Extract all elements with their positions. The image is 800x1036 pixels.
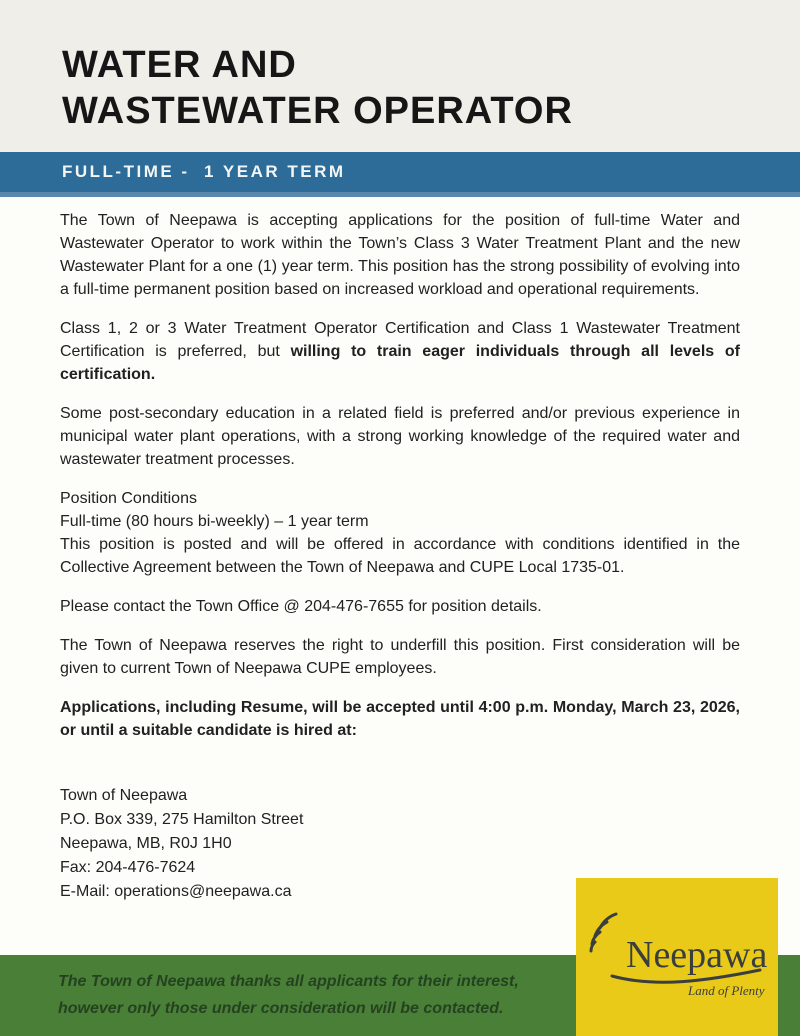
conditions-hours: Full-time (80 hours bi-weekly) – 1 year term [60, 513, 369, 530]
logo-crescent-icon [599, 931, 622, 975]
intro-paragraph: The Town of Neepawa is accepting applications for the position of full-time Water and Wastewater Operator to work within the Town’s Class 3 Water Treatment Plant and the new Wastewater Plant for a one (1) year term. This position has the strong possibility of evolving into a full-time permanent position based on increased workload and operational requirements. [60, 212, 740, 298]
address-city-line: Neepawa, MB, R0J 1H0 [60, 835, 232, 852]
footer-note-line1: The Town of Neepawa thanks all applicants for their interest, [58, 973, 519, 990]
certification-text: Class 1, 2 or 3 Water Treatment Operator Certification and Class 1 Wastewater Treatment Certification is preferred, but [60, 320, 740, 360]
certification-paragraph [60, 317, 740, 386]
page-title-line1: WATER AND [62, 44, 297, 86]
address-org-line: Town of Neepawa [60, 787, 188, 804]
address-fax-line: Fax: 204-476-7624 [60, 859, 196, 876]
logo-wheat-dashes-icon [591, 914, 616, 951]
contact-line: Please contact the Town Office @ 204-476-7655 for position details. [60, 598, 542, 615]
header [0, 0, 800, 152]
page-title [62, 42, 760, 134]
neepawa-logo [576, 878, 778, 1036]
footer-note-line2: however only those under consideration will be contacted. [58, 1000, 504, 1017]
page-title-line2: WASTEWATER OPERATOR [62, 90, 573, 132]
body-content [0, 197, 800, 904]
logo-wordmark: Neepawa [626, 934, 768, 976]
certification-bold-text: willing to train eager individuals through all levels of certification. [60, 343, 741, 383]
address-email-line: E-Mail: operations@neepawa.ca [60, 883, 292, 900]
applications-deadline: Applications, including Resume, will be accepted until 4:00 p.m. Monday, March 23, 2026, or until a suitable candidate is hired at: [60, 699, 740, 739]
underfill-paragraph: The Town of Neepawa reserves the right to underfill this position. First consideration will be given to current Town of Neepawa CUPE employees. [60, 637, 740, 677]
conditions-heading: Position Conditions [60, 490, 197, 507]
neepawa-logo-graphic [576, 878, 778, 1036]
education-paragraph: Some post-secondary education in a related field is preferred and/or previous experience in municipal water plant operations, with a strong working knowledge of the required water and wastewater treatment processes. [60, 405, 740, 468]
conditions-agreement: This position is posted and will be offered in accordance with conditions identified in the Collective Agreement between the Town of Neepawa and CUPE Local 1735-01. [60, 536, 740, 576]
term-banner: FULL-TIME - 1 YEAR TERM [0, 152, 800, 192]
address-street-line: P.O. Box 339, 275 Hamilton Street [60, 811, 304, 828]
logo-tagline: Land of Plenty [688, 983, 765, 998]
